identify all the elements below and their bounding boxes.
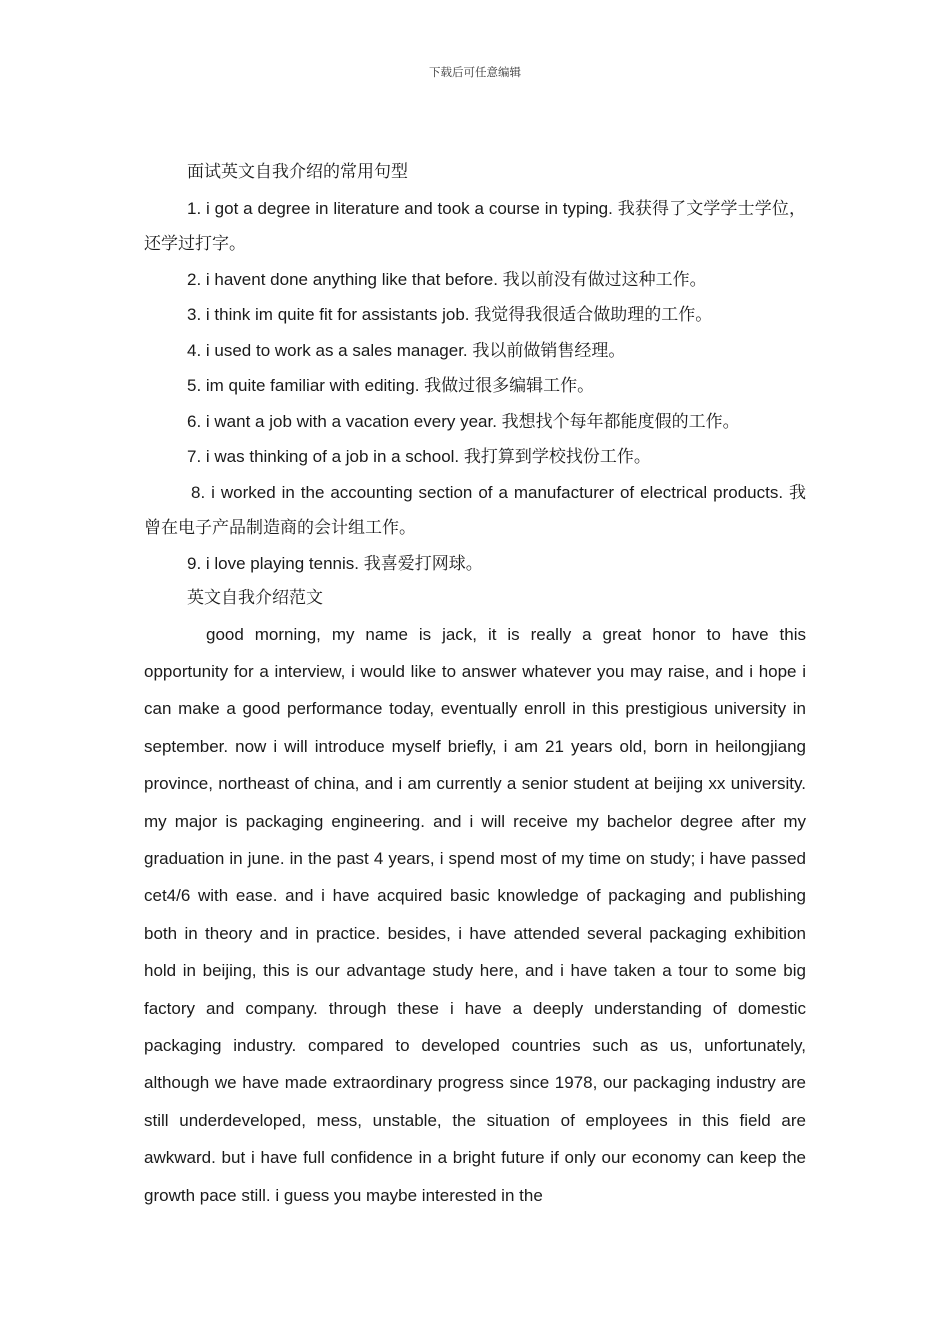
sentence-item: 2. i havent done anything like that before. 我以前没有做过这种工作。 <box>187 269 707 289</box>
sample-paragraph: good morning, my name is jack, it is really a great honor to have this opportunity for a interview, i would like to answer whatever you may raise, and i hope i can make a good performance today, eventually enroll in this prestigious university in september. now i will introduce myself briefly, i am 21 years old, born in heilongjiang province, northeast of china, and i am currently a senior student at beijing xx university. my major is packaging engineering. and i will receive my bachelor degree after my graduation in june. in the past 4 years, i spend most of my time on study; i have passed cet4/6 with ease. and i have acquired basic knowledge of packaging and publishing both in theory and in practice. besides, i have attended several packaging exhibition hold in beijing, this is our advantage study here, and i have taken a tour to some big factory and company. through these i have a deeply understanding of domestic packaging industry. compared to developed countries such as us, unfortunately, although we have made extraordinary progress since 1978, our packaging industry are still underdeveloped, mess, unstable, the situation of employees in this field are awkward. but i have full confidence in a bright future if only our economy can keep the growth pace still. i guess you maybe interested in the <box>144 624 806 1205</box>
sentence-item: 1. i got a degree in literature and took a course in typing. 我获得了文学学士学位，还学过打字。 <box>144 198 806 253</box>
sentence-item: 7. i was thinking of a job in a school. 我打算到学校找份工作。 <box>187 447 651 466</box>
document-body <box>144 155 806 1214</box>
sentence-item: 9. i love playing tennis. 我喜爱打网球。 <box>187 553 483 573</box>
page-header: 下载后可任意编辑 <box>429 65 521 79</box>
sentence-item: 3. i think im quite fit for assistants job. 我觉得我很适合做助理的工作。 <box>187 305 713 324</box>
sentence-item: 6. i want a job with a vacation every year. 我想找个每年都能度假的工作。 <box>187 411 740 431</box>
sentence-item: 5. im quite familiar with editing. 我做过很多编辑工作。 <box>187 376 595 395</box>
sample-title: 英文自我介绍范文 <box>187 588 323 608</box>
section-title: 面试英文自我介绍的常用句型 <box>187 162 408 182</box>
sentence-item: 4. i used to work as a sales manager. 我以前做销售经理。 <box>187 340 626 360</box>
sentence-item: 8. i worked in the accounting section of a manufacturer of electrical products. 我曾在电子产品制造商的会计组工作。 <box>144 482 806 537</box>
